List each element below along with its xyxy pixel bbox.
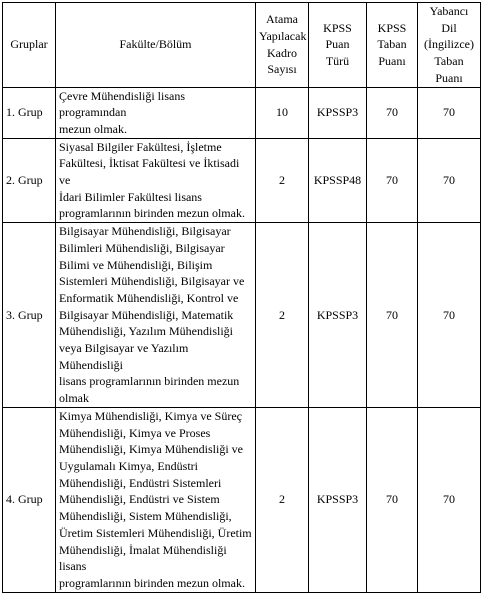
- cell-kpss-taban: 70: [367, 138, 418, 223]
- cell-kpss-turu: KPSSP3: [309, 87, 367, 138]
- cell-bolum: Bilgisayar Mühendisliği, Bilgisayar Bilimleri Mühendisliği, Bilgisayar Bilimi ve Mühendisliği, Bilişim Sistemleri Mühendisliği, Bilgisayar ve Enformatik Mühendisliği, Kontrol ve Bilgisayar Mühendisliği, Matematik Mühendisliği, Yazılım Mühendisliği veya Bilgisayar ve Yazılım Mühendisliği lisans programlarının birinden mezun olmak: [56, 223, 256, 408]
- cell-yabanci-dil: 70: [418, 87, 481, 138]
- cell-yabanci-dil: 70: [418, 223, 481, 408]
- cell-grup: 2. Grup: [3, 138, 56, 223]
- cell-kpss-turu: KPSSP48: [309, 138, 367, 223]
- cell-kadro: 2: [256, 407, 309, 592]
- table-row: [3, 407, 481, 592]
- cell-bolum: Siyasal Bilgiler Fakültesi, İşletme Fakültesi, İktisat Fakültesi ve İktisadi ve İdari Bilimler Fakültesi lisans programlarının birinden mezun olmak.: [56, 138, 256, 223]
- table-header-row: [3, 3, 481, 88]
- cell-yabanci-dil: 70: [418, 407, 481, 592]
- kadro-table: [2, 2, 481, 593]
- cell-bolum: Kimya Mühendisliği, Kimya ve Süreç Mühendisliği, Kimya ve Proses Mühendisliği, Kimya Mühendisliği ve Uygulamalı Kimya, Endüstri Mühendisliği, Endüstri Sistemleri Mühendisliği, Endüstri ve Sistem Mühendisliği, Sistem Mühendisliği, Üretim Sistemleri Mühendisliği, Üretim Mühendisliği, İmalat Mühendisliği lisans programlarının birinden mezun olmak.: [56, 407, 256, 592]
- table-row: [3, 138, 481, 223]
- header-kadro-sayisi: Atama Yapılacak Kadro Sayısı: [256, 3, 309, 88]
- cell-kpss-taban: 70: [367, 87, 418, 138]
- cell-bolum: Çevre Mühendisliği lisans programından mezun olmak.: [56, 87, 256, 138]
- header-gruplar: Gruplar: [3, 3, 56, 88]
- cell-kadro: 2: [256, 223, 309, 408]
- table-row: [3, 87, 481, 138]
- cell-kadro: 10: [256, 87, 309, 138]
- cell-kadro: 2: [256, 138, 309, 223]
- header-fakulte-bolum: Fakülte/Bölüm: [56, 3, 256, 88]
- cell-yabanci-dil: 70: [418, 138, 481, 223]
- cell-grup: 1. Grup: [3, 87, 56, 138]
- cell-grup: 3. Grup: [3, 223, 56, 408]
- table-row: [3, 223, 481, 408]
- cell-kpss-taban: 70: [367, 407, 418, 592]
- cell-kpss-turu: KPSSP3: [309, 223, 367, 408]
- header-yabanci-dil-taban-puani: Yabancı Dil (İngilizce) Taban Puanı: [418, 3, 481, 88]
- cell-grup: 4. Grup: [3, 407, 56, 592]
- cell-kpss-taban: 70: [367, 223, 418, 408]
- header-kpss-puan-turu: KPSS Puan Türü: [309, 3, 367, 88]
- header-kpss-taban-puani: KPSS Taban Puanı: [367, 3, 418, 88]
- cell-kpss-turu: KPSSP3: [309, 407, 367, 592]
